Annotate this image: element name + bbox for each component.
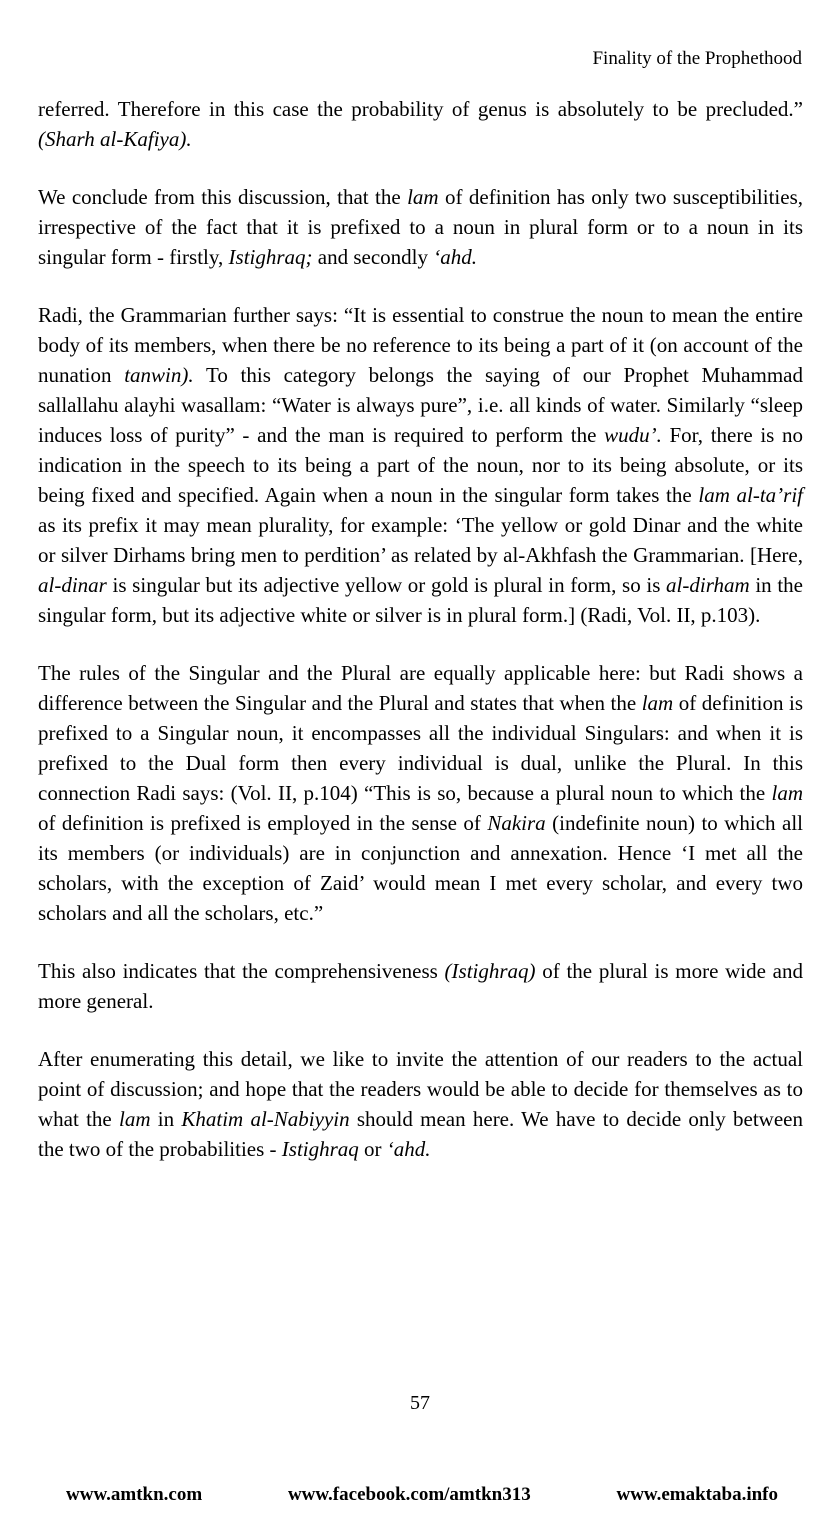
footer-link-amtkn: www.amtkn.com	[66, 1484, 203, 1505]
document-body	[0, 70, 840, 1164]
paragraph: The rules of the Singular and the Plural are equally applicable here: but Radi shows a difference between the Singular and the Plural and states that when the lam of definition is prefixed to a Singular noun, it encompasses all the individual Singulars: and when it is prefixed to the Dual form then every individual is dual, unlike the Plural. In this connection Radi says: (Vol. II, p.104) “This is so, because a plural noun to which the lam of definition is prefixed is employed in the sense of Nakira (indefinite noun) to which all its members (or individuals) are in conjunction and annexation. Hence ‘I met all the scholars, with the exception of Zaid’ would mean I met every scholar, and every two scholars and all the scholars, etc.”	[38, 661, 803, 925]
page-footer	[66, 1484, 778, 1506]
paragraph: referred. Therefore in this case the probability of genus is absolutely to be precluded.” (Sharh al-Kafiya).	[38, 97, 803, 151]
page-header	[0, 0, 840, 70]
footer-link-emaktaba: www.emaktaba.info	[616, 1484, 778, 1505]
paragraph: This also indicates that the comprehensiveness (Istighraq) of the plural is more wide and more general.	[38, 959, 803, 1013]
footer-link-facebook: www.facebook.com/amtkn313	[287, 1484, 531, 1505]
running-header-title: Finality of the Prophethood	[592, 48, 802, 69]
paragraph: Radi, the Grammarian further says: “It is essential to construe the noun to mean the entire body of its members, when there be no reference to its being a part of it (on account of the nunation tanwin). To this category belongs the saying of our Prophet Muhammad sallallahu alayhi wasallam: “Water is always pure”, i.e. all kinds of water. Similarly “sleep induces loss of purity” - and the man is required to perform the wudu’. For, there is no indication in the speech to its being a part of the noun, nor to its being absolute, or its being fixed and specified. Again when a noun in the singular form takes the lam al-ta’rif as its prefix it may mean plurality, for example: ‘The yellow or gold Dinar and the white or silver Dirhams bring men to perdition’ as related by al-Akhfash the Grammarian. [Here, al-dinar is singular but its adjective yellow or gold is plural in form, so is al-dirham in the singular form, but its adjective white or silver is in plural form.] (Radi, Vol. II, p.103).	[38, 303, 803, 627]
paragraph: After enumerating this detail, we like to invite the attention of our readers to the actual point of discussion; and hope that the readers would be able to decide for themselves as to what the lam in Khatim al-Nabiyyin should mean here. We have to decide only between the two of the probabilities - Istighraq or ‘ahd.	[38, 1047, 803, 1161]
page-number: 57	[410, 1392, 430, 1414]
paragraph: We conclude from this discussion, that the lam of definition has only two susceptibilities, irrespective of the fact that it is prefixed to a noun in plural form or to a noun in its singular form - firstly, Istighraq; and secondly ‘ahd.	[38, 185, 804, 269]
